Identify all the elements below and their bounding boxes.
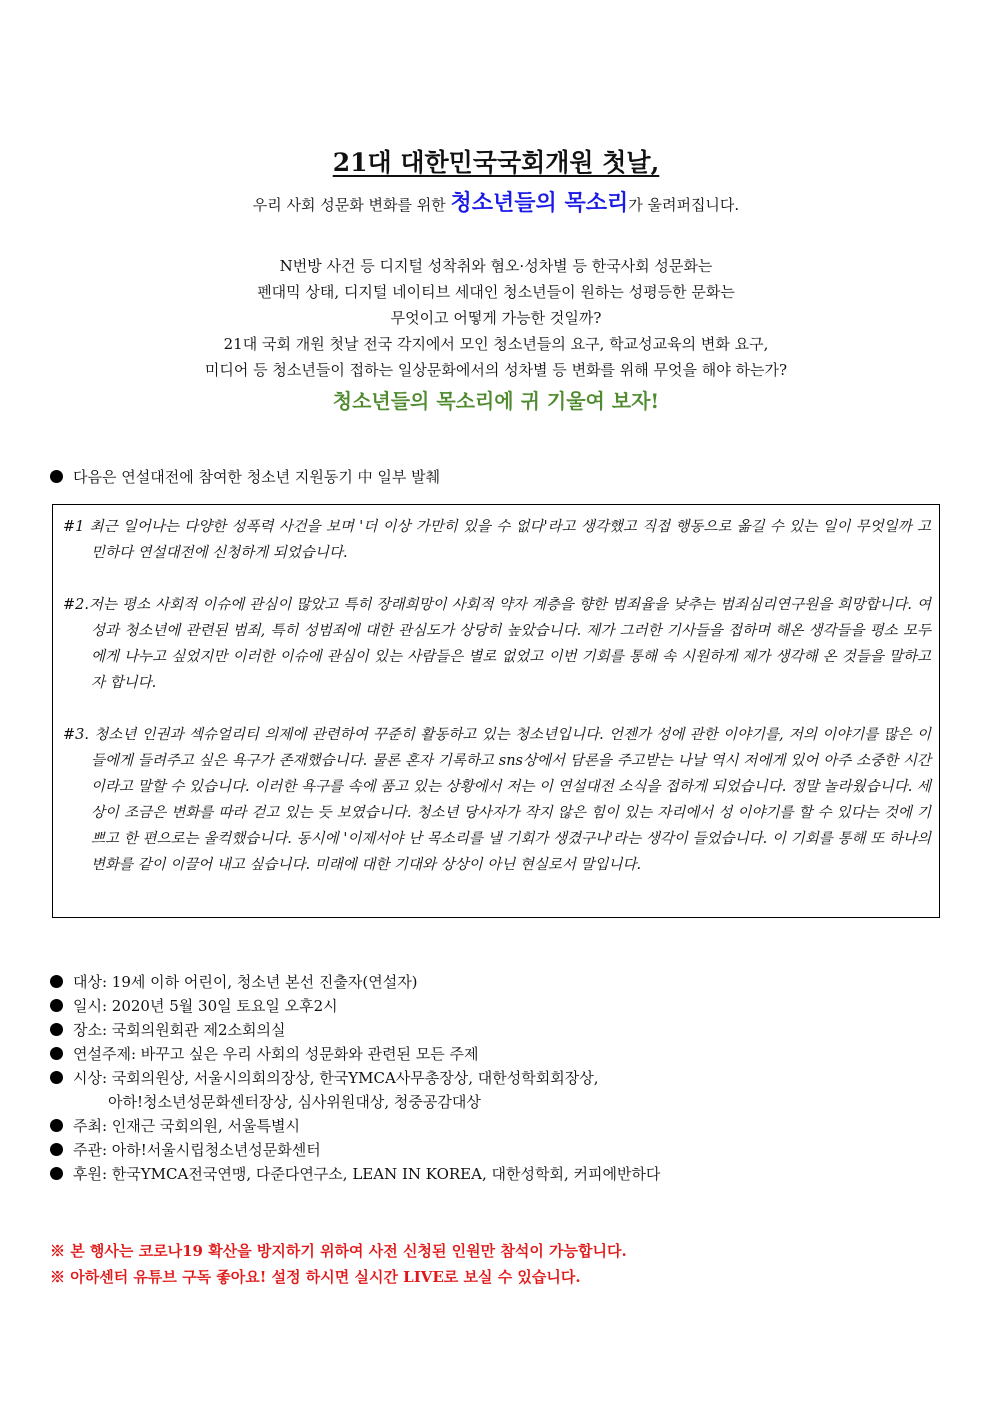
bullet-icon [50,1071,63,1084]
info-place [50,1018,930,1042]
bullet-icon [50,1023,63,1036]
info-topic [50,1042,930,1066]
bullet-icon [50,470,63,483]
notice-line: ※ 아하센터 유튜브 구독 좋아요! 설정 하시면 실시간 LIVE로 보실 수 있습니다. [50,1268,581,1286]
intro-paragraph [0,253,992,419]
quote-item: #1 최근 일어나는 다양한 성폭력 사건을 보며 '더 이상 가만히 있을 수 없다'라고 생각했고 직접 행동으로 옮길 수 있는 일이 무엇일까 고민하다 연설대전에 신청하게 되었습니다. [63,519,931,561]
subtitle-after: 가 울려퍼집니다. [628,196,740,214]
notice-section [50,1238,627,1290]
bullet-icon [50,1143,63,1156]
bullet-icon [50,975,63,988]
info-datetime [50,994,930,1018]
info-sponsor [50,1162,930,1186]
page-title [0,143,992,179]
quote-item: #2.저는 평소 사회적 이슈에 관심이 많았고 특히 장래희망이 사회적 약자 계층을 향한 범죄율을 낮추는 범죄심리연구원을 희망합니다. 여성과 청소년에 관련된 범죄, 특히 성범죄에 대한 관심도가 상당히 높았습니다. 제가 그러한 기사들을 접하며 해온 생각들을 평소 모두에게 나누고 싶었지만 이러한 이슈에 관심이 있는 사람들은 별로 없었고 이번 기회를 통해 속 시원하게 제가 생각해 온 것들을 말하고자 합니다. [63,597,931,691]
info-awards-continued: 아하!청소년성문화센터장상, 심사위원대상, 청중공감대상 [108,1093,481,1111]
intro-line: 무엇이고 어떻게 가능한 것일까? [390,309,602,327]
intro-line: N번방 사건 등 디지털 성착취와 혐오·성차별 등 한국사회 성문화는 [279,257,713,275]
info-topic-text: 연설주제: 바꾸고 싶은 우리 사회의 성문화와 관련된 모든 주제 [73,1045,479,1063]
intro-line: 미디어 등 청소년들이 접하는 일상문화에서의 성차별 등 변화를 위해 무엇을 해야 하는가? [204,361,788,379]
info-awards-text: 시상: 국회의원상, 서울시의회의장상, 한국YMCA사무총장상, 대한성학회회장상, [73,1069,599,1087]
bullet-icon [50,999,63,1012]
notice-line: ※ 본 행사는 코로나19 확산을 방지하기 위하여 사전 신청된 인원만 참석이 가능합니다. [50,1242,627,1260]
info-place-text: 장소: 국회의원회관 제2소회의실 [73,1021,286,1039]
info-datetime-text: 일시: 2020년 5월 30일 토요일 오후2시 [73,997,338,1015]
info-organizer-text: 주관: 아하!서울시립청소년성문화센터 [73,1141,321,1159]
quote-item: #3. 청소년 인권과 섹슈얼리티 의제에 관련하여 꾸준히 활동하고 있는 청소년입니다. 언젠가 성에 관한 이야기를, 저의 이야기를 많은 이들에게 들려주고 싶은 욕구가 존재했습니다. 물론 혼자 기록하고 sns상에서 담론을 주고받는 나날 역시 저에게 있어 아주 소중한 시간이라고 말할 수 있습니다. 이러한 욕구를 속에 품고 있는 상황에서 저는 이 연설대전 소식을 접하게 되었습니다. 정말 놀라웠습니다. 세상이 조금은 변화를 따라 걷고 있는 듯 보였습니다. 청소년 당사자가 작지 않은 힘이 있는 자리에서 성 이야기를 할 수 있다는 것에 기쁘고 한 편으로는 울컥했습니다. 동시에 '이제서야 난 목소리를 낼 기회가 생겼구나'라는 생각이 들었습니다. 이 기회를 통해 또 하나의 변화를 같이 이끌어 내고 싶습니다. 미래에 대한 기대와 상상이 아닌 현실로서 말입니다. [63,727,931,873]
quotes-heading [50,466,440,487]
info-organizer [50,1138,930,1162]
subtitle-highlight: 청소년들의 목소리 [450,190,629,216]
info-host-text: 주최: 인재근 국회의원, 서울특별시 [73,1117,300,1135]
info-target [50,970,930,994]
event-info-list [50,970,930,1186]
intro-line: 21대 국회 개원 첫날 전국 각지에서 모인 청소년들의 요구, 학교성교육의 변화 요구, [223,335,769,353]
info-sponsor-text: 후원: 한국YMCA전국연맹, 다준다연구소, LEAN IN KOREA, 대한성학회, 커피에반하다 [73,1165,661,1183]
info-target-text: 대상: 19세 이하 어린이, 청소년 본선 진출자(연설자) [73,973,418,991]
info-awards [50,1066,930,1090]
intro-emphasis: 청소년들의 목소리에 귀 기울여 보자! [332,389,660,413]
subtitle [0,186,992,217]
bullet-icon [50,1167,63,1180]
bullet-icon [50,1047,63,1060]
intro-line: 펜대믹 상태, 디지털 네이티브 세대인 청소년들이 원하는 성평등한 문화는 [257,283,735,301]
info-host [50,1114,930,1138]
bullet-icon [50,1119,63,1132]
title-text: 21대 대한민국국회개원 첫날, [332,148,660,177]
quote-box [52,504,940,918]
quotes-heading-text: 다음은 연설대전에 참여한 청소년 지원동기 中 일부 발췌 [73,468,441,486]
subtitle-before: 우리 사회 성문화 변화를 위한 [252,196,451,214]
